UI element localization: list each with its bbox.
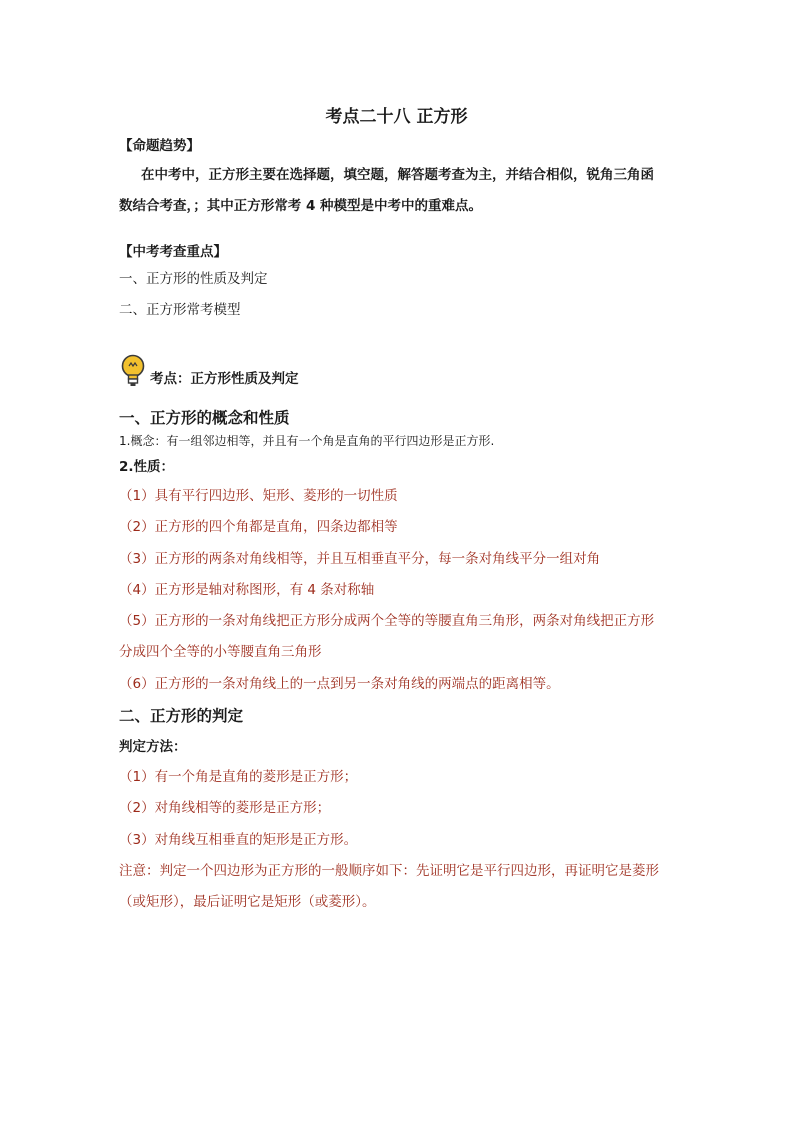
lightbulb-icon xyxy=(120,354,146,388)
trend-line-1: 在中考中，正方形主要在选择题，填空题，解答题考查为主，并结合相似，锐角三角函 xyxy=(141,167,654,183)
page-title: 考点二十八 正方形 xyxy=(325,107,468,127)
method-item-3: （3）对角线互相垂直的矩形是正方形。 xyxy=(119,832,358,848)
section2-heading: 二、正方形的判定 xyxy=(119,707,244,725)
prop-item-3: （3）正方形的两条对角线相等，并且互相垂直平分，每一条对角线平分一组对角 xyxy=(119,551,601,567)
prop-item-6: （6）正方形的一条对角线上的一点到另一条对角线的两端点的距离相等。 xyxy=(119,676,560,692)
concept-text: 1.概念：有一组邻边相等，并且有一个角是直角的平行四边形是正方形. xyxy=(119,434,495,448)
note-line-1: 注意：判定一个四边形为正方形的一般顺序如下：先证明它是平行四边形，再证明它是菱形 xyxy=(119,863,659,879)
kaodian-label: 考点：正方形性质及判定 xyxy=(150,371,299,387)
section1-heading: 一、正方形的概念和性质 xyxy=(119,409,290,427)
focus-item-1: 一、正方形的性质及判定 xyxy=(119,271,268,287)
prop-item-1: （1）具有平行四边形、矩形、菱形的一切性质 xyxy=(119,488,398,504)
method-item-1: （1）有一个角是直角的菱形是正方形； xyxy=(119,769,358,785)
focus-item-2: 二、正方形常考模型 xyxy=(119,302,241,318)
prop-item-2: （2）正方形的四个角都是直角，四条边都相等 xyxy=(119,519,398,535)
prop-item-5: （5）正方形的一条对角线把正方形分成两个全等的等腰直角三角形，两条对角线把正方形 xyxy=(119,613,655,629)
prop-item-4: （4）正方形是轴对称图形，有 4 条对称轴 xyxy=(119,582,375,598)
trend-line-2: 数结合考查，；其中正方形常考 4 种模型是中考中的重难点。 xyxy=(119,198,483,214)
method-item-2: （2）对角线相等的菱形是正方形； xyxy=(119,800,331,816)
trend-heading: 【命题趋势】 xyxy=(119,138,200,154)
prop-item-5-cont: 分成四个全等的小等腰直角三角形 xyxy=(119,644,322,660)
props-heading: 2.性质： xyxy=(119,459,175,475)
method-heading: 判定方法： xyxy=(119,739,187,755)
note-line-2: （或矩形），最后证明它是矩形（或菱形）。 xyxy=(119,894,376,910)
focus-heading: 【中考考查重点】 xyxy=(119,244,227,260)
